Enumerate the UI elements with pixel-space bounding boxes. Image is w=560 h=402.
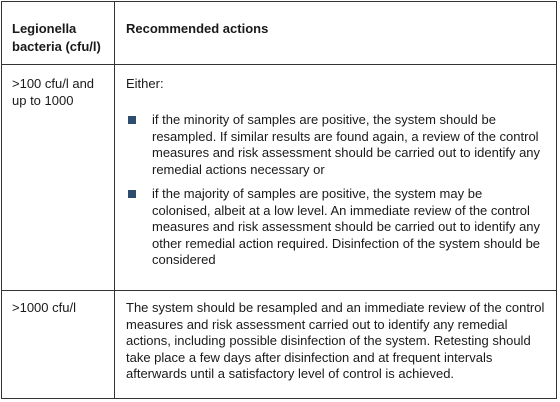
row2-action: The system should be resampled and an immediate review of the control measures and risk assessment carried out to identify any remedial actions, including possible disinfection of the system. Retesting should take place a few days after disinfection and at frequent intervals afterwards until a satisfactory level of control is achieved.	[126, 300, 545, 381]
header-divider	[2, 64, 556, 65]
square-bullet-icon	[128, 116, 136, 124]
row1-bullet-1-text: if the minority of samples are positive, the system should be resampled. If similar results are found again, a review of the control measures and risk assessment should be carried out to identify any remedial actions necessary or	[152, 112, 541, 177]
row2-range: >1000 cfu/l	[12, 300, 76, 315]
row1-range: >100 cfu/l and up to 1000	[12, 76, 95, 108]
row1-intro: Either:	[126, 76, 164, 91]
header-bacteria-count: Legionella bacteria (cfu/l)	[12, 21, 101, 54]
row-divider	[2, 290, 556, 291]
row1-bullet-1	[128, 112, 548, 182]
square-bullet-icon	[128, 190, 136, 198]
row1-bullet-2	[128, 186, 548, 276]
legionella-actions-table	[1, 1, 557, 399]
row1-bullet-2-text: if the majority of samples are positive, the system may be colonised, albeit at a low level. An immediate review of the control measures and risk assessment should be carried out to identify any other remedial action required. Disinfection of the system should be considered	[152, 186, 541, 267]
column-divider	[114, 2, 115, 398]
header-recommended-actions: Recommended actions	[126, 21, 269, 36]
